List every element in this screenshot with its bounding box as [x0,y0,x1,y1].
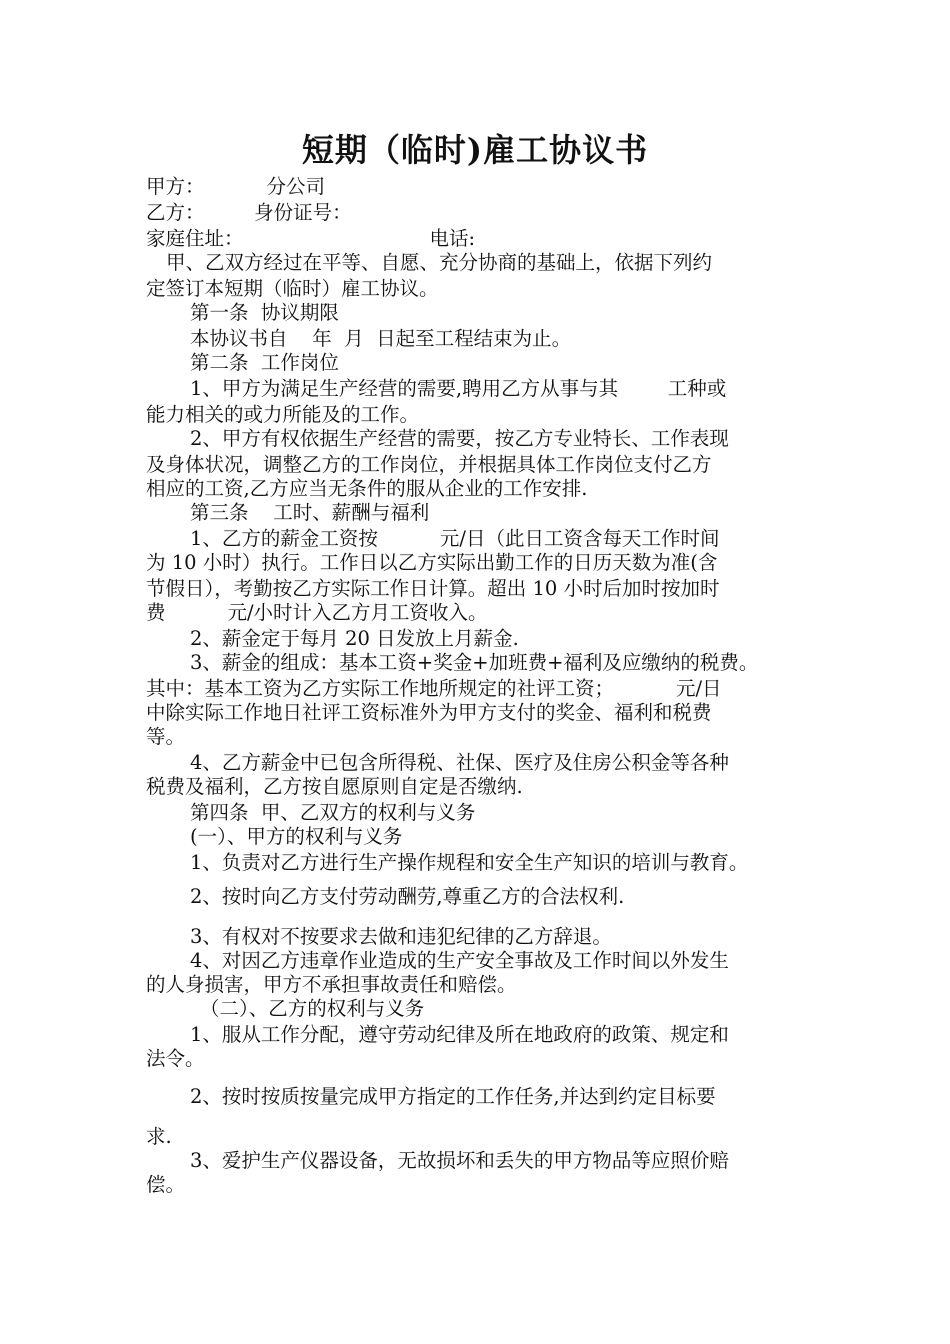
article-3-paragraph: 税费及福利，乙方按自愿原则自定是否缴纳. [146,775,523,798]
intro-line: 定签订本短期（临时）雇工协议。 [146,277,439,300]
article-3-title: 第三条 工时、薪酬与福利 [190,501,430,524]
section-2-item: 2、按时按质按量完成甲方指定的工作任务,并达到约定目标要 [190,1085,716,1108]
section-2-item: 3、爱护生产仪器设备，无故损坏和丢失的甲方物品等应照价赔 [190,1149,729,1172]
article-3-paragraph: 2、薪金定于每月 20 日发放上月薪金. [190,627,519,650]
party-a-line: 甲方： 分公司 [146,175,325,198]
article-3-paragraph: 中除实际工作地日社评工资标准外为甲方支付的奖金、福利和税费 [146,701,712,724]
section-2-title: （二）、乙方的权利与义务 [200,997,425,1020]
address-line: 家庭住址： 电话: [146,227,476,250]
article-2-paragraph: 及身体状况，调整乙方的工作岗位，并根据具体工作岗位支付乙方 [146,453,712,476]
document-title: 短期（临时)雇工协议书 [301,131,649,169]
article-1-title: 第一条 协议期限 [190,301,339,324]
article-3-paragraph: 节假日），考勤按乙方实际工作日计算。超出 10 小时后加时按加时 [146,577,720,600]
article-3-paragraph: 费 元/小时计入乙方月工资收入。 [146,601,488,624]
section-2-item: 偿。 [146,1173,186,1196]
article-4-title: 第四条 甲、乙双方的权利与义务 [190,801,476,824]
section-1-item: 1、负责对乙方进行生产操作规程和安全生产知识的培训与教育。 [190,851,749,874]
section-2-item: 法令。 [146,1047,205,1070]
article-2-title: 第二条 工作岗位 [190,351,339,374]
section-1-item: 4、对因乙方违章作业造成的生产安全事故及工作时间以外发生 [190,949,729,972]
article-3-paragraph: 1、乙方的薪金工资按 元/日（此日工资含每天工作时间 [190,527,720,550]
article-2-paragraph: 2、甲方有权依据生产经营的需要，按乙方专业特长、工作表现 [190,427,729,450]
article-1-text: 本协议书自 年 月 日起至工程结束为止。 [190,327,572,350]
section-2-item: 求. [146,1125,172,1148]
article-3-paragraph: 为 10 小时）执行。工作日以乙方实际出勤工作的日历天数为准(含 [146,551,718,574]
section-1-item: 2、按时向乙方支付劳动酬劳,尊重乙方的合法权利. [190,885,625,908]
article-2-paragraph: 相应的工资,乙方应当无条件的服从企业的工作安排. [146,477,588,500]
article-3-paragraph: 等。 [146,725,186,748]
section-1-item: 3、有权对不按要求去做和违犯纪律的乙方辞退。 [190,925,612,948]
article-3-paragraph: 4、乙方薪金中已包含所得税、社保、医疗及住房公积金等各种 [190,751,729,774]
section-1-item: 的人身损害，甲方不承担事故责任和赔偿。 [146,973,517,996]
article-2-paragraph: 能力相关的或力所能及的工作。 [146,403,420,426]
section-1-title: (一）、甲方的权利与义务 [190,825,403,848]
article-2-paragraph: 1、甲方为满足生产经营的需要,聘用乙方从事与其 工种或 [190,377,727,400]
intro-line: 甲、乙双方经过在平等、自愿、充分协商的基础上，依据下列约 [166,251,713,274]
party-b-line: 乙方： 身份证号： [146,201,352,224]
article-3-paragraph: 其中：基本工资为乙方实际工作地所规定的社评工资； 元/日 [146,677,722,700]
article-3-paragraph: 3、薪金的组成：基本工资+奖金+加班费+福利及应缴纳的税费。 [190,651,759,674]
section-2-item: 1、服从工作分配，遵守劳动纪律及所在地政府的政策、规定和 [190,1023,729,1046]
